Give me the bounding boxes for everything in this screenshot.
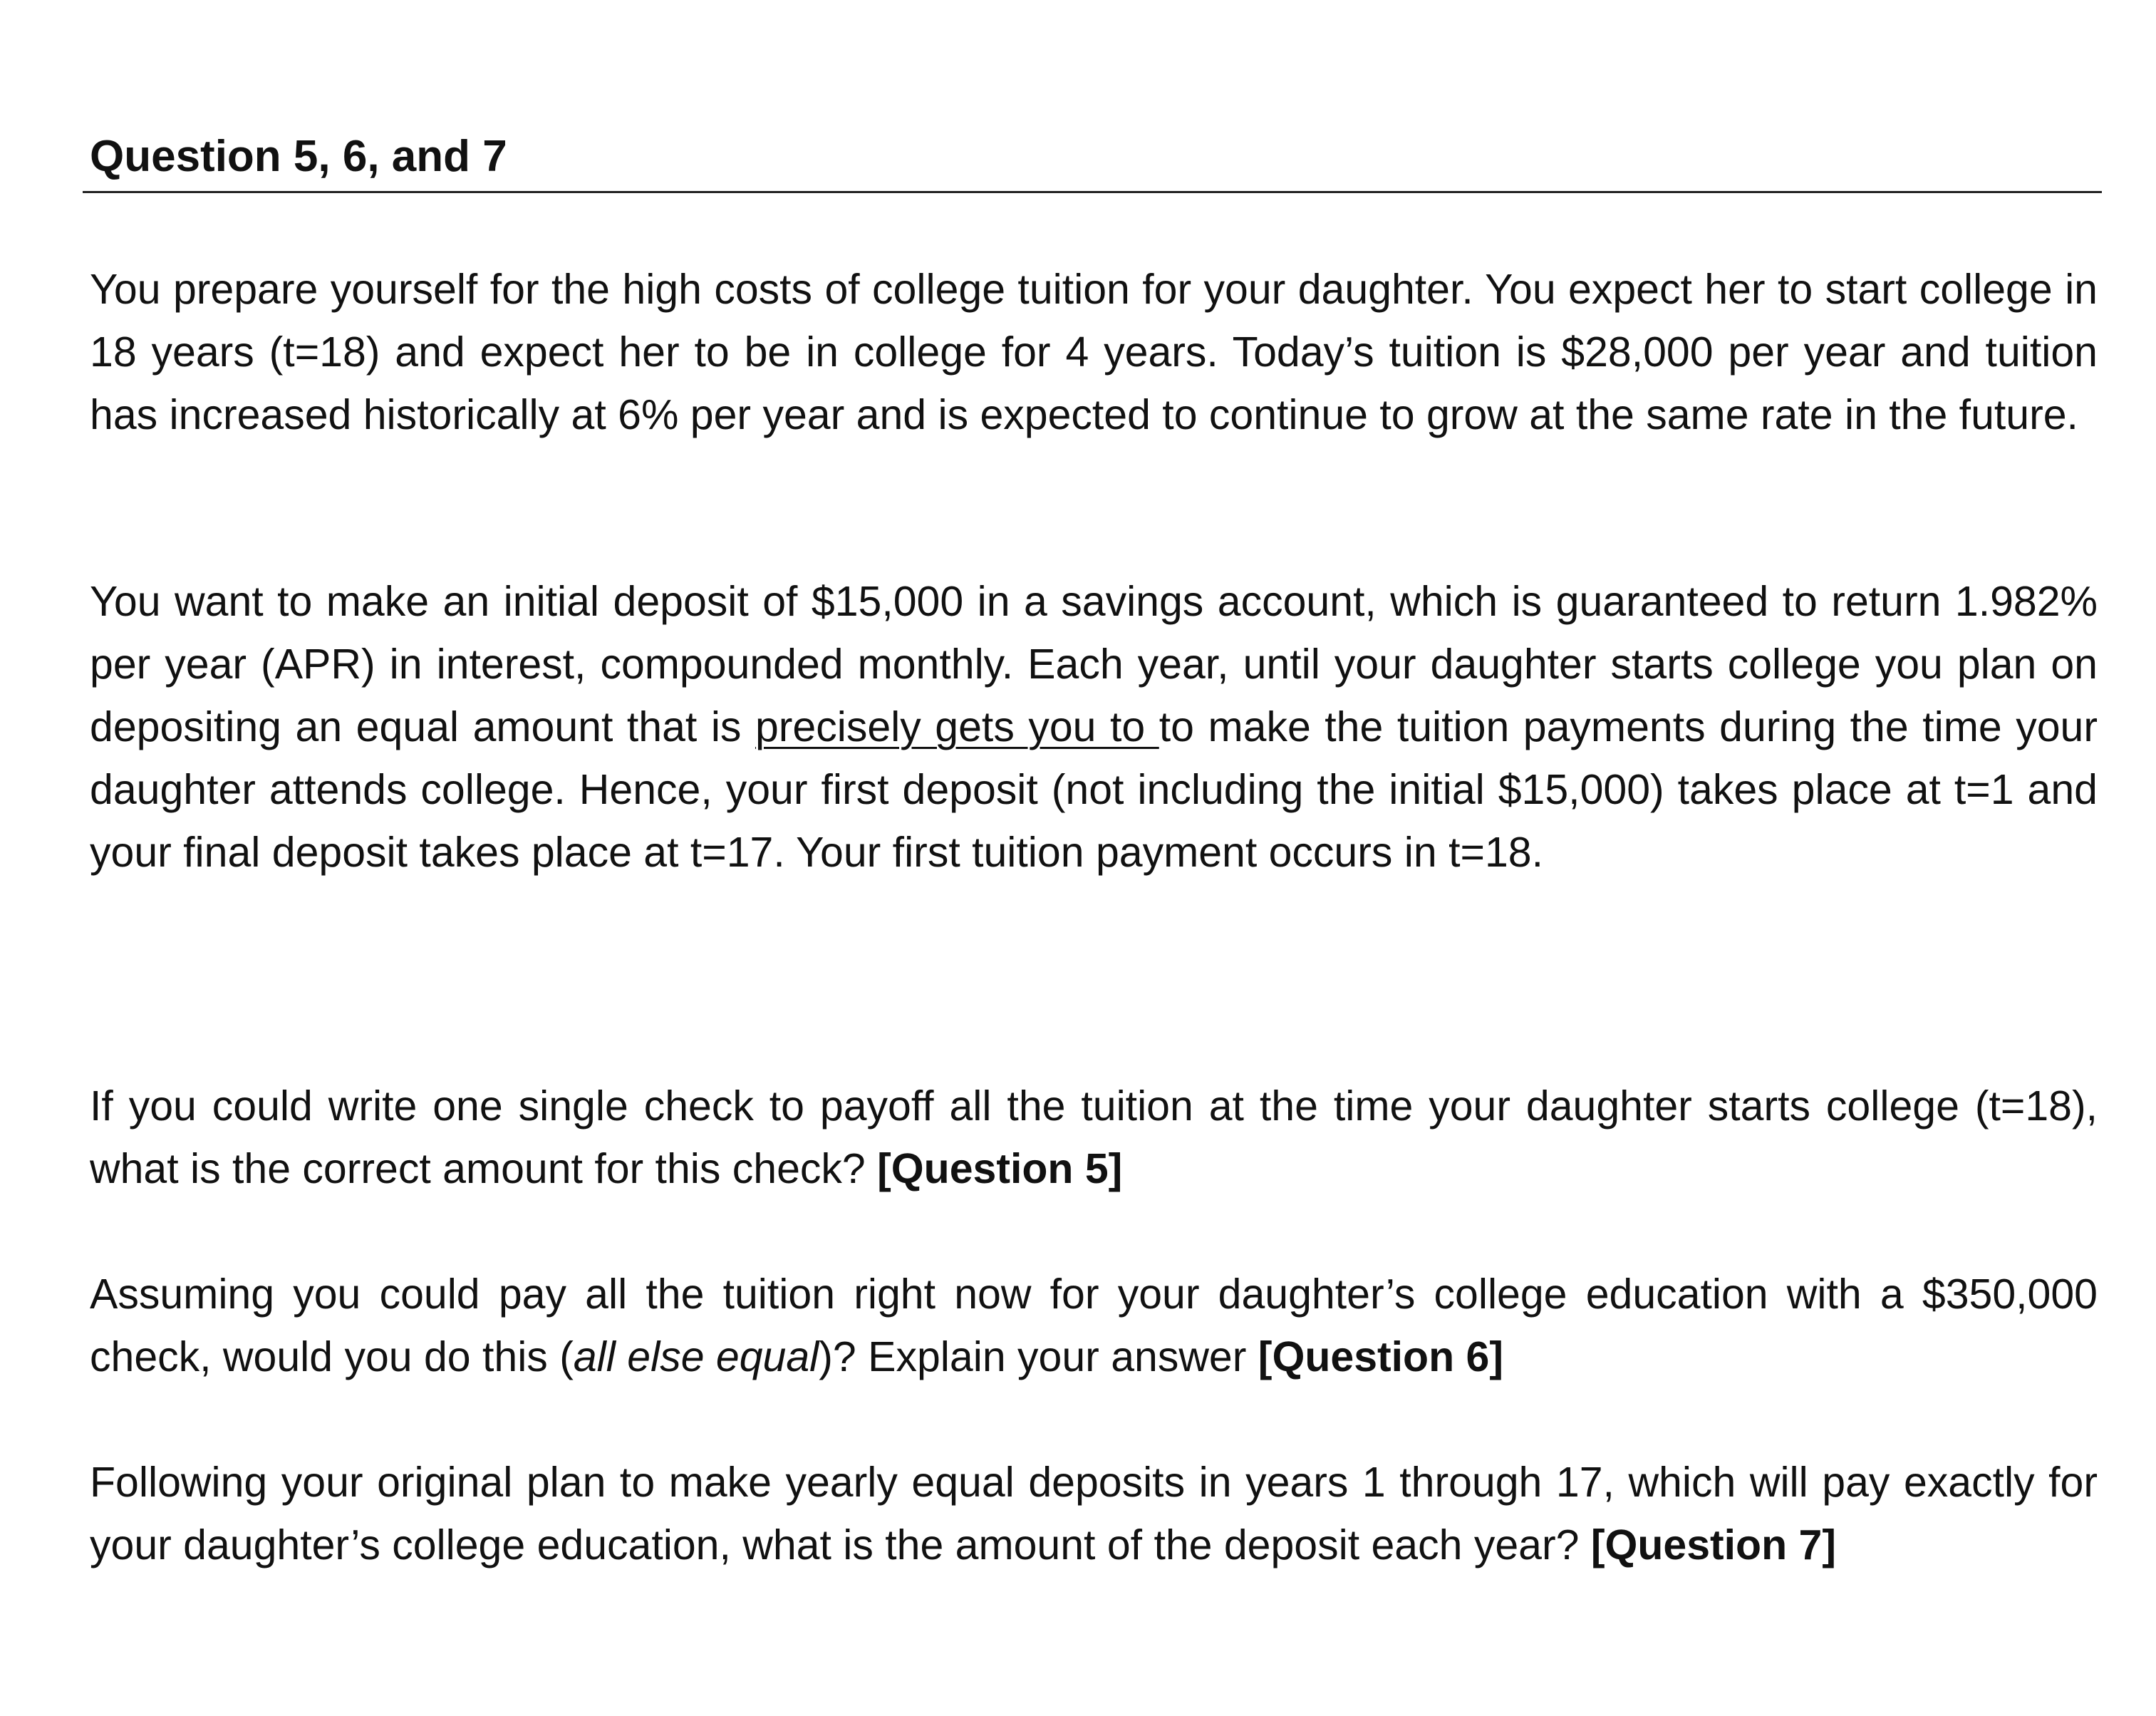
savings-text-before: You want to make an initial deposit of $15,000 in a savings account, which is guaranteed to return 1.982% per year (APR) in interest, compounded monthly. Each year, until your daughter starts college you plan on depositing an equal amount that is [90,578,2098,750]
savings-text-after: to make the tuition payments during the time your daughter attends college. Hence, your first deposit (not including the initial $15,000) takes place at t=1 and your final deposit takes place at t=17. Your first tuition payment occurs in t=18. [90,703,2098,876]
question-7-tag: [Question 7] [1590,1521,1836,1568]
scenario-paragraph-tuition: You prepare yourself for the high costs of college tuition for your daughter. You expect her to start college in 18 years (t=18) and expect her to be in college for 4 years. Today’s tuition is $28,000 per year and tuition has increased historically at 6% per year and is expected to continue to grow at the same rate in the future. [90,266,2098,438]
question-6-text-after: )? Explain your answer [819,1333,1258,1380]
question-6-italic: all else equal [573,1333,819,1380]
question-5-text: If you could write one single check to payoff all the tuition at the time your daughter starts college (t=18), what is the correct amount for this check? [90,1082,2098,1192]
question-7-paragraph [90,1451,2098,1576]
question-6-text-before: Assuming you could pay all the tuition right now for your daughter’s college education with a $350,000 check, would you do this ( [90,1271,2098,1380]
question-7-text: Following your original plan to make yearly equal deposits in years 1 through 17, which will pay exactly for your daughter’s college education, what is the amount of the deposit each year? [90,1459,2098,1568]
heading-divider [83,191,2102,193]
question-heading: Question 5, 6, and 7 [90,132,507,181]
underlined-phrase: precisely gets you to [755,703,1159,750]
question-5-paragraph [90,1075,2098,1200]
question-6-tag: [Question 6] [1258,1333,1503,1380]
question-6-paragraph [90,1263,2098,1388]
scenario-paragraph-savings [90,570,2098,884]
question-5-tag: [Question 5] [877,1145,1123,1192]
